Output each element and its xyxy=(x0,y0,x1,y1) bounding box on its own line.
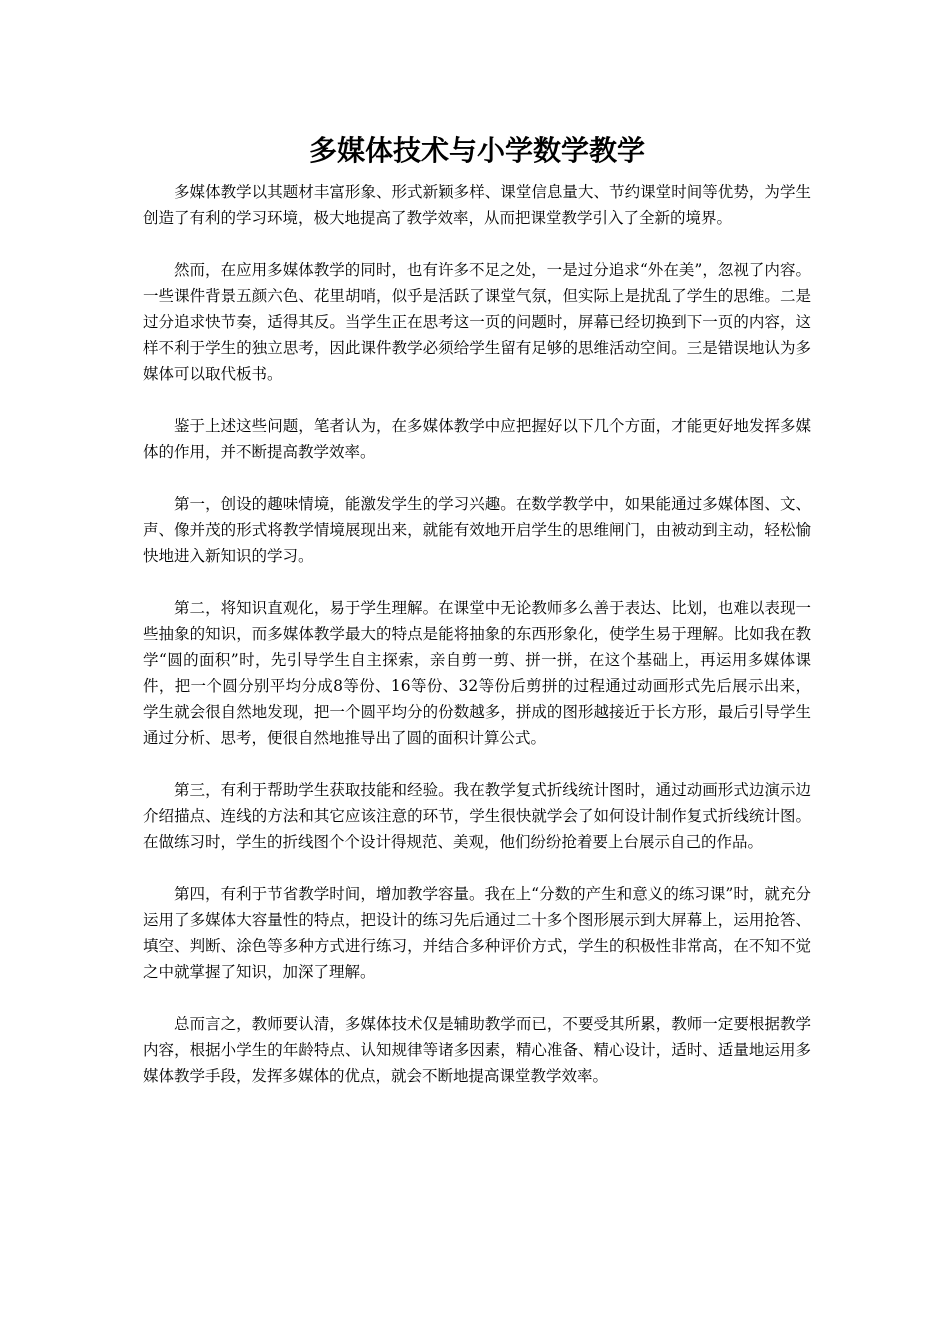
paragraph-point-four: 第四，有利于节省教学时间，增加教学容量。我在上“分数的产生和意义的练习课”时，就充分运用了多媒体大容量性的特点，把设计的练习先后通过二十多个图形展示到大屏幕上，运用抢答、填空、判断、涂色等多种方式进行练习，并结合多种评价方式，学生的积极性非常高，在不知不觉之中就掌握了知识，加深了理解。 xyxy=(143,885,811,981)
paragraph-point-three: 第三，有利于帮助学生获取技能和经验。我在教学复式折线统计图时，通过动画形式边演示边介绍描点、连线的方法和其它应该注意的环节，学生很快就学会了如何设计制作复式折线统计图。在做练习时，学生的折线图个个设计得规范、美观，他们纷纷抢着要上台展示自己的作品。 xyxy=(143,781,811,851)
paragraph-point-two: 第二，将知识直观化，易于学生理解。在课堂中无论教师多么善于表达、比划，也难以表现一些抽象的知识，而多媒体教学最大的特点是能将抽象的东西形象化，使学生易于理解。比如我在教学“圆的面积”时，先引导学生自主探索，亲自剪一剪、拼一拼，在这个基础上，再运用多媒体课件，把一个圆分别平均分成8等份、16等份、32等份后剪拼的过程通过动画形式先后展示出来，学生就会很自然地发现，把一个圆平均分的份数越多，拼成的图形越接近于长方形，最后引导学生通过分析、思考，便很自然地推导出了圆的面积计算公式。 xyxy=(143,599,811,747)
paragraph-intro: 多媒体教学以其题材丰富形象、形式新颖多样、课堂信息量大、节约课堂时间等优势，为学生创造了有利的学习环境，极大地提高了教学效率，从而把课堂教学引入了全新的境界。 xyxy=(143,183,811,227)
document-title: 多媒体技术与小学数学教学 xyxy=(308,134,645,167)
document-body xyxy=(143,133,811,1115)
paragraph-transition: 鉴于上述这些问题，笔者认为，在多媒体教学中应把握好以下几个方面，才能更好地发挥多媒体的作用，并不断提高教学效率。 xyxy=(143,417,811,461)
paragraph-conclusion: 总而言之，教师要认清，多媒体技术仅是辅助教学而已，不要受其所累，教师一定要根据教学内容，根据小学生的年龄特点、认知规律等诸多因素，精心准备、精心设计，适时、适量地运用多媒体教学手段，发挥多媒体的优点，就会不断地提高课堂教学效率。 xyxy=(143,1015,811,1085)
paragraph-point-one: 第一，创设的趣味情境，能激发学生的学习兴趣。在数学教学中，如果能通过多媒体图、文、声、像并茂的形式将教学情境展现出来，就能有效地开启学生的思维闸门，由被动到主动，轻松愉快地进入新知识的学习。 xyxy=(143,495,811,565)
paragraph-shortcomings: 然而，在应用多媒体教学的同时，也有许多不足之处，一是过分追求“外在美”，忽视了内容。一些课件背景五颜六色、花里胡哨，似乎是活跃了课堂气氛，但实际上是扰乱了学生的思维。二是过分追求快节奏，适得其反。当学生正在思考这一页的问题时，屏幕已经切换到下一页的内容，这样不利于学生的独立思考，因此课件教学必须给学生留有足够的思维活动空间。三是错误地认为多媒体可以取代板书。 xyxy=(143,261,811,383)
